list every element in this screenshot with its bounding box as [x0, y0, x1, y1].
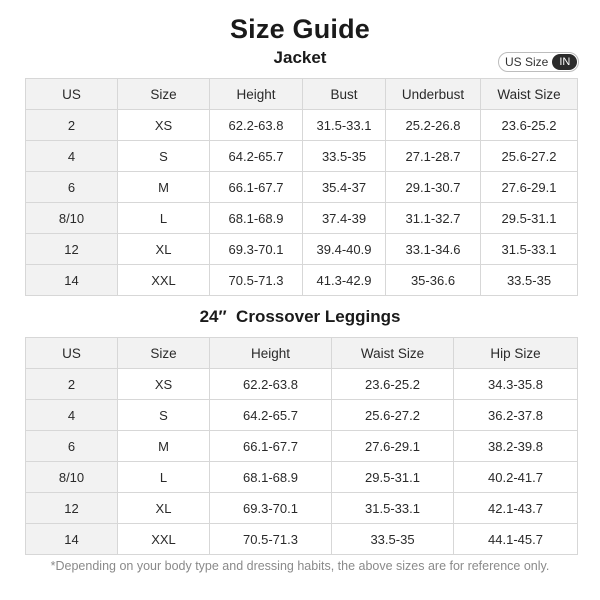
table-cell: 68.1-68.9	[210, 462, 332, 493]
table-cell: 25.6-27.2	[481, 141, 578, 172]
column-header: Bust	[303, 79, 386, 110]
table-row	[26, 141, 578, 172]
table-cell: 35.4-37	[303, 172, 386, 203]
table-cell: 66.1-67.7	[210, 172, 303, 203]
table-cell: XXL	[118, 265, 210, 296]
table-cell: 31.5-33.1	[332, 493, 454, 524]
table-cell: 33.5-35	[303, 141, 386, 172]
table-cell: 25.6-27.2	[332, 400, 454, 431]
table-cell: XXL	[118, 524, 210, 555]
table-cell: 27.6-29.1	[332, 431, 454, 462]
table-row	[26, 462, 578, 493]
table-cell: 23.6-25.2	[332, 369, 454, 400]
table-cell: 4	[26, 141, 118, 172]
leggings-heading: 24″ Crossover Leggings	[199, 307, 401, 326]
column-header: US	[26, 338, 118, 369]
table-cell: 6	[26, 172, 118, 203]
table-cell: 6	[26, 431, 118, 462]
table-row	[26, 172, 578, 203]
table-header-row	[26, 79, 578, 110]
column-header: US	[26, 79, 118, 110]
table-cell: 69.3-70.1	[210, 493, 332, 524]
table-cell: 14	[26, 524, 118, 555]
unit-toggle-active[interactable]: IN	[552, 54, 577, 70]
table-cell: 8/10	[26, 462, 118, 493]
table-cell: 36.2-37.8	[454, 400, 578, 431]
table-cell: M	[118, 431, 210, 462]
table-cell: 27.1-28.7	[386, 141, 481, 172]
table-cell: 12	[26, 234, 118, 265]
jacket-size-table	[25, 78, 578, 296]
unit-toggle[interactable]	[498, 52, 579, 72]
table-row	[26, 524, 578, 555]
jacket-heading: Jacket	[273, 48, 327, 67]
table-cell: 66.1-67.7	[210, 431, 332, 462]
table-cell: 64.2-65.7	[210, 141, 303, 172]
table-cell: XS	[118, 110, 210, 141]
table-cell: S	[118, 141, 210, 172]
table-cell: M	[118, 172, 210, 203]
table-row	[26, 110, 578, 141]
table-cell: 44.1-45.7	[454, 524, 578, 555]
table-cell: 8/10	[26, 203, 118, 234]
column-header: Size	[118, 338, 210, 369]
table-cell: 68.1-68.9	[210, 203, 303, 234]
page-title: Size Guide	[229, 14, 371, 44]
table-cell: 39.4-40.9	[303, 234, 386, 265]
table-cell: 35-36.6	[386, 265, 481, 296]
column-header: Height	[210, 79, 303, 110]
table-cell: XL	[118, 493, 210, 524]
table-cell: 25.2-26.8	[386, 110, 481, 141]
column-header: Hip Size	[454, 338, 578, 369]
table-row	[26, 431, 578, 462]
table-cell: 14	[26, 265, 118, 296]
column-header: Waist Size	[481, 79, 578, 110]
table-cell: 33.1-34.6	[386, 234, 481, 265]
column-header: Waist Size	[332, 338, 454, 369]
table-cell: 37.4-39	[303, 203, 386, 234]
table-cell: 29.5-31.1	[481, 203, 578, 234]
table-row	[26, 369, 578, 400]
table-cell: 70.5-71.3	[210, 524, 332, 555]
table-cell: 42.1-43.7	[454, 493, 578, 524]
table-cell: XL	[118, 234, 210, 265]
table-cell: 29.5-31.1	[332, 462, 454, 493]
column-header: Underbust	[386, 79, 481, 110]
table-cell: 62.2-63.8	[210, 110, 303, 141]
table-cell: L	[118, 203, 210, 234]
table-cell: 12	[26, 493, 118, 524]
table-cell: 64.2-65.7	[210, 400, 332, 431]
table-cell: 29.1-30.7	[386, 172, 481, 203]
table-cell: 33.5-35	[481, 265, 578, 296]
table-cell: 27.6-29.1	[481, 172, 578, 203]
table-row	[26, 400, 578, 431]
table-row	[26, 265, 578, 296]
table-cell: 2	[26, 110, 118, 141]
table-row	[26, 234, 578, 265]
table-cell: 70.5-71.3	[210, 265, 303, 296]
table-cell: 41.3-42.9	[303, 265, 386, 296]
leggings-size-table	[25, 337, 578, 555]
table-cell: 2	[26, 369, 118, 400]
table-cell: 4	[26, 400, 118, 431]
table-cell: 31.5-33.1	[303, 110, 386, 141]
unit-toggle-label[interactable]: US Size	[505, 55, 549, 69]
column-header: Size	[118, 79, 210, 110]
table-row	[26, 493, 578, 524]
footnote: *Depending on your body type and dressing habits, the above sizes are for reference only.	[50, 559, 550, 573]
table-cell: 31.1-32.7	[386, 203, 481, 234]
table-cell: 62.2-63.8	[210, 369, 332, 400]
table-cell: 69.3-70.1	[210, 234, 303, 265]
table-cell: 33.5-35	[332, 524, 454, 555]
table-cell: 38.2-39.8	[454, 431, 578, 462]
table-cell: L	[118, 462, 210, 493]
table-cell: 31.5-33.1	[481, 234, 578, 265]
table-cell: 23.6-25.2	[481, 110, 578, 141]
table-cell: 34.3-35.8	[454, 369, 578, 400]
table-cell: XS	[118, 369, 210, 400]
table-header-row	[26, 338, 578, 369]
column-header: Height	[210, 338, 332, 369]
table-cell: S	[118, 400, 210, 431]
table-cell: 40.2-41.7	[454, 462, 578, 493]
table-row	[26, 203, 578, 234]
